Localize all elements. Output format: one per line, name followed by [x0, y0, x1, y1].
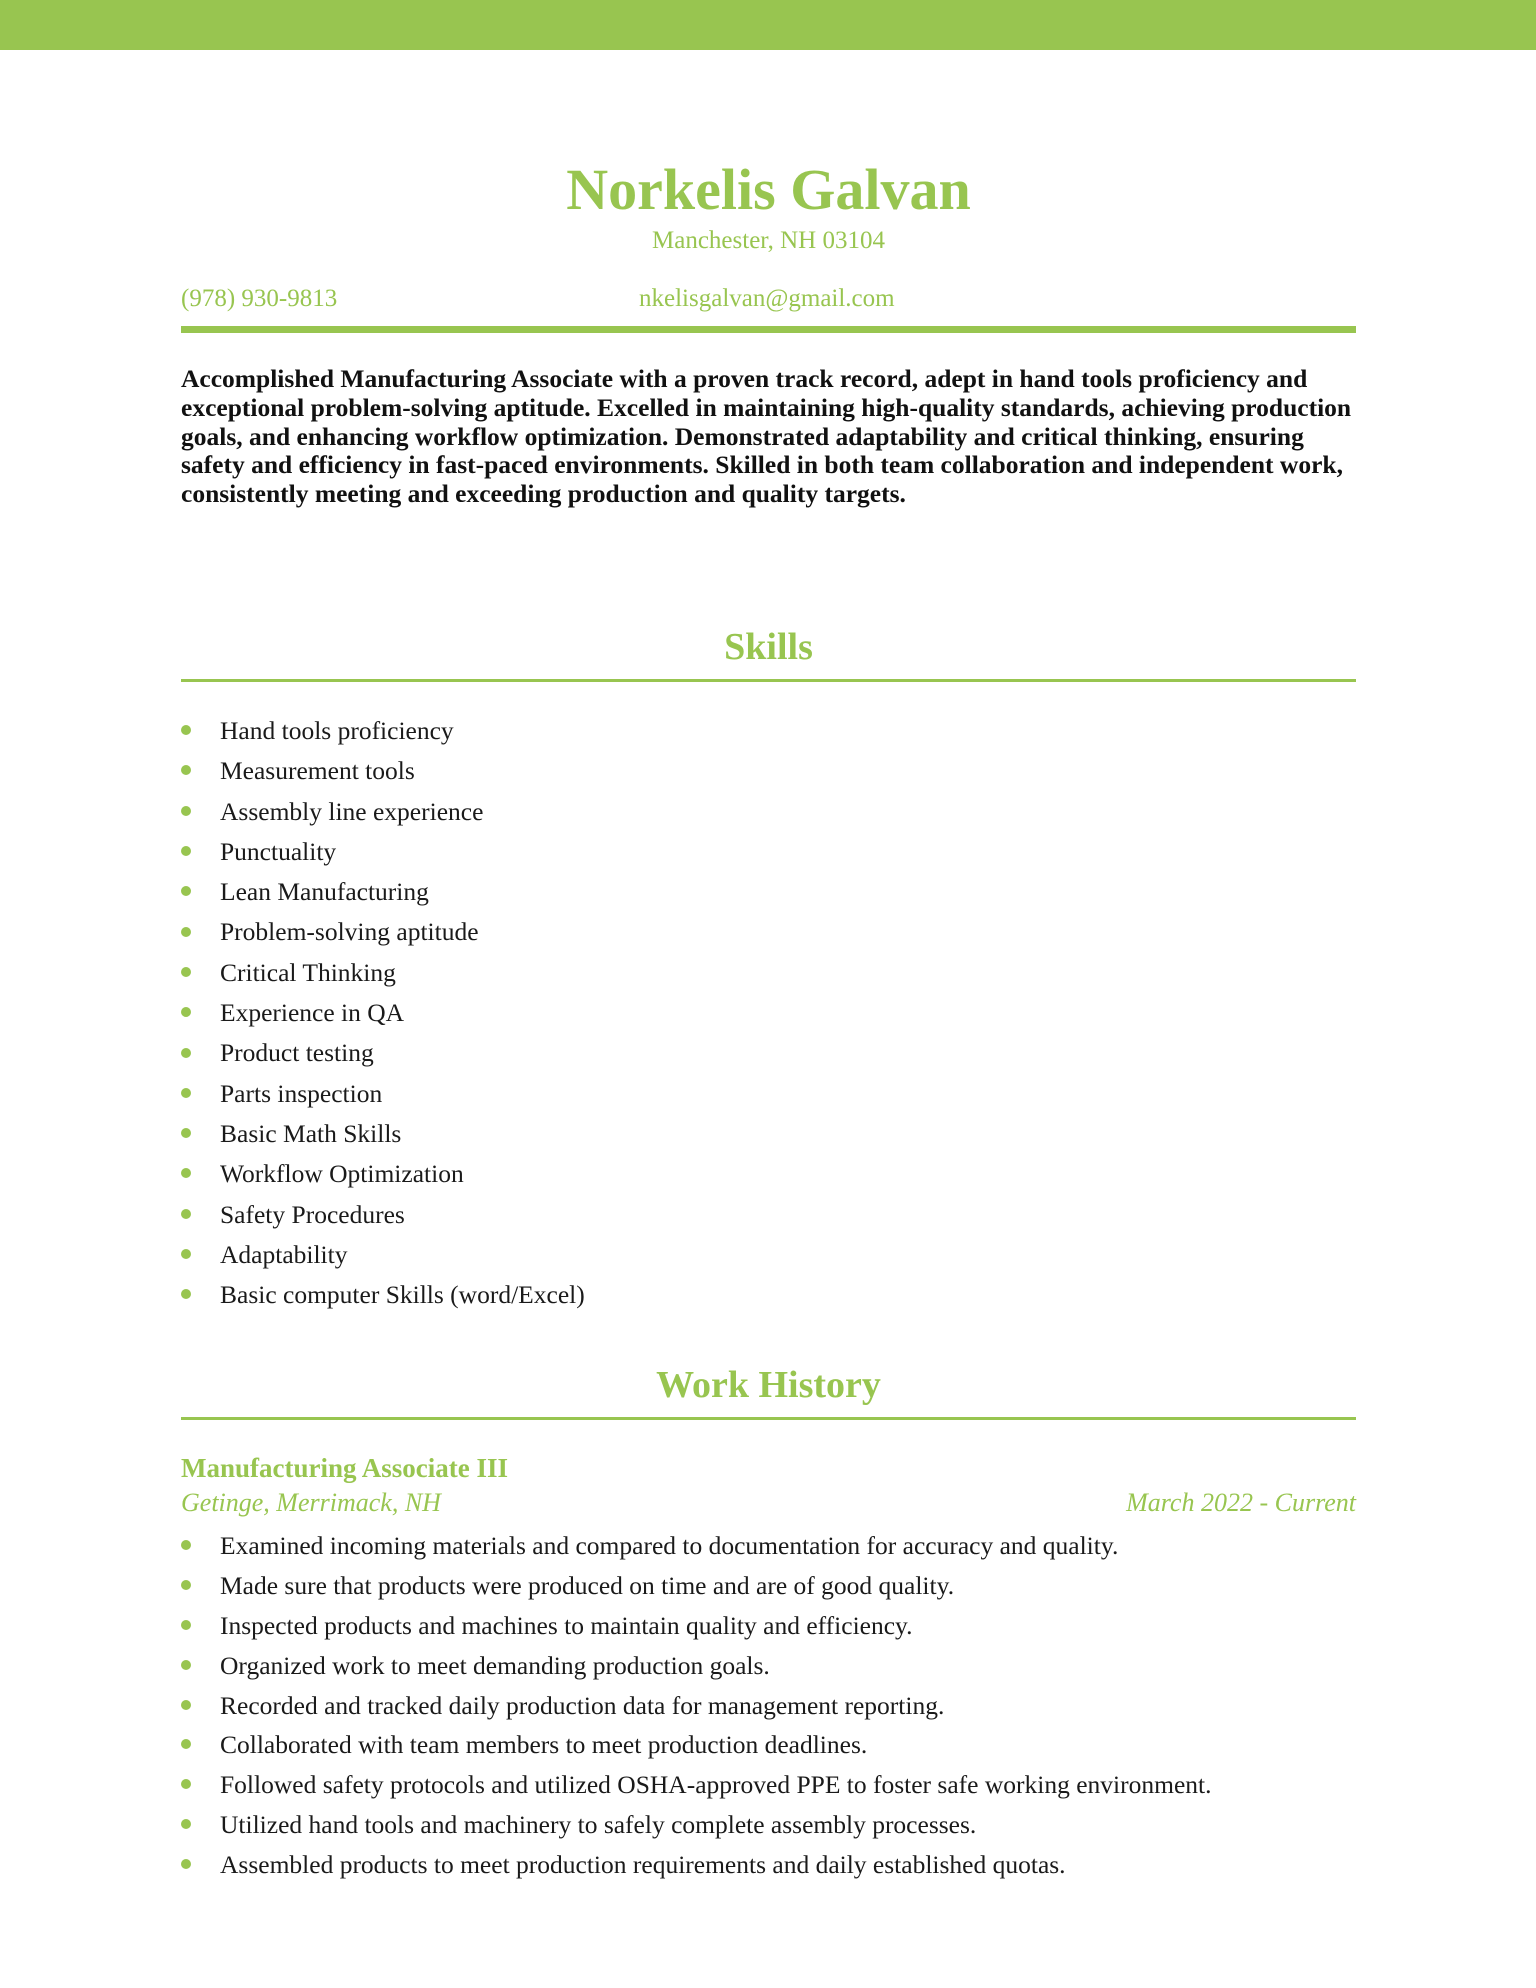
- bullet-icon: [181, 765, 191, 775]
- job-duty-text: Collaborated with team members to meet production deadlines.: [220, 1730, 868, 1760]
- job-duty-item: [181, 1566, 1356, 1606]
- bullet-icon: [181, 1540, 191, 1550]
- job-duty-item: [181, 1646, 1356, 1686]
- job-duty-item: [181, 1765, 1356, 1805]
- skill-text: Basic computer Skills (word/Excel): [220, 1280, 585, 1310]
- skill-text: Adaptability: [220, 1239, 348, 1269]
- phone-number: (978) 930-9813: [181, 285, 338, 312]
- skill-text: Parts inspection: [220, 1078, 383, 1108]
- bullet-icon: [181, 1660, 191, 1670]
- job-duty-item: [181, 1526, 1356, 1566]
- contact-row: [181, 282, 1356, 316]
- bullet-icon: [181, 1168, 191, 1178]
- job-duty-text: Utilized hand tools and machinery to safely complete assembly processes.: [220, 1810, 977, 1840]
- job-duty-item: [181, 1845, 1356, 1885]
- bullet-icon: [181, 1700, 191, 1710]
- skill-text: Safety Procedures: [220, 1199, 405, 1229]
- email-address: nkelisgalvan@gmail.com: [639, 285, 895, 312]
- skill-item: [181, 1074, 1356, 1114]
- bullet-icon: [181, 806, 191, 816]
- job-duty-text: Assembled products to meet production requirements and daily established quotas.: [220, 1850, 1066, 1880]
- bullet-icon: [181, 1819, 191, 1829]
- skill-text: Critical Thinking: [220, 957, 396, 987]
- skill-text: Assembly line experience: [220, 796, 484, 826]
- skill-item: [181, 872, 1356, 912]
- job-duty-item: [181, 1686, 1356, 1726]
- skill-text: Basic Math Skills: [220, 1118, 402, 1148]
- skills-heading: Skills: [724, 626, 813, 668]
- bullet-icon: [181, 1620, 191, 1630]
- bullet-icon: [181, 886, 191, 896]
- skill-item: [181, 792, 1356, 832]
- skill-item: [181, 1275, 1356, 1315]
- candidate-name: Norkelis Galvan: [566, 157, 971, 222]
- bullet-icon: [181, 846, 191, 856]
- skill-text: Product testing: [220, 1038, 374, 1068]
- bullet-icon: [181, 1289, 191, 1299]
- bullet-icon: [181, 1739, 191, 1749]
- bullet-icon: [181, 927, 191, 937]
- work-history-divider: [181, 1417, 1356, 1420]
- bullet-icon: [181, 725, 191, 735]
- job-duty-item: [181, 1725, 1356, 1765]
- job-duty-item: [181, 1805, 1356, 1845]
- job-duty-text: Recorded and tracked daily production data for management reporting.: [220, 1690, 945, 1720]
- skill-item: [181, 711, 1356, 751]
- bullet-icon: [181, 1249, 191, 1259]
- bullet-icon: [181, 1007, 191, 1017]
- skill-text: Workflow Optimization: [220, 1159, 464, 1189]
- job-company-location: Getinge, Merrimack, NH: [181, 1488, 441, 1517]
- skill-text: Punctuality: [220, 836, 337, 866]
- bullet-icon: [181, 1779, 191, 1789]
- job-duty-item: [181, 1606, 1356, 1646]
- bullet-icon: [181, 1088, 191, 1098]
- job-duty-text: Examined incoming materials and compared to documentation for accuracy and quality.: [220, 1531, 1119, 1560]
- job-dates: March 2022 - Current: [1126, 1488, 1356, 1517]
- skill-item: [181, 953, 1356, 993]
- job-duties-list: [181, 1526, 1356, 1885]
- skill-text: Lean Manufacturing: [220, 877, 429, 907]
- skill-item: [181, 1195, 1356, 1235]
- skill-item: [181, 912, 1356, 952]
- skill-text: Measurement tools: [220, 756, 415, 786]
- skill-item: [181, 832, 1356, 872]
- bullet-icon: [181, 967, 191, 977]
- skills-divider: [181, 679, 1356, 682]
- skill-item: [181, 1235, 1356, 1275]
- job-duty-text: Inspected products and machines to maintain quality and efficiency.: [220, 1610, 913, 1640]
- address: Manchester, NH 03104: [652, 227, 885, 254]
- bullet-icon: [181, 1859, 191, 1869]
- top-accent-bar: [0, 0, 1536, 50]
- job-duty-text: Made sure that products were produced on time and are of good quality.: [220, 1570, 955, 1600]
- work-history-heading: Work History: [656, 1364, 881, 1406]
- skill-item: [181, 993, 1356, 1033]
- skill-item: [181, 1154, 1356, 1194]
- header-divider: [181, 326, 1356, 333]
- skills-list: [181, 711, 1356, 1315]
- skill-item: [181, 1114, 1356, 1154]
- bullet-icon: [181, 1209, 191, 1219]
- skill-text: Experience in QA: [220, 998, 405, 1028]
- professional-summary: Accomplished Manufacturing Associate with a proven track record, adept in hand tools proficiency and exceptional problem-solving aptitude. Excelled in maintaining high-quality standards, achieving production goals, and enhancing workflow optimization. Demonstrated adaptability and critical thinking, ensuring safety and efficiency in fast-paced environments. Skilled in both team collaboration and independent work, consistently meeting and exceeding production and quality targets.: [181, 364, 1352, 509]
- job-duty-text: Organized work to meet demanding production goals.: [220, 1650, 770, 1680]
- job-meta: [181, 1485, 1356, 1521]
- bullet-icon: [181, 1580, 191, 1590]
- job-duty-text: Followed safety protocols and utilized OSHA-approved PPE to foster safe working environment.: [220, 1770, 1212, 1800]
- job-title: Manufacturing Associate III: [181, 1453, 509, 1483]
- skill-item: [181, 1033, 1356, 1073]
- bullet-icon: [181, 1128, 191, 1138]
- skill-item: [181, 751, 1356, 791]
- skill-text: Hand tools proficiency: [220, 716, 454, 745]
- bullet-icon: [181, 1048, 191, 1058]
- skill-text: Problem-solving aptitude: [220, 917, 479, 947]
